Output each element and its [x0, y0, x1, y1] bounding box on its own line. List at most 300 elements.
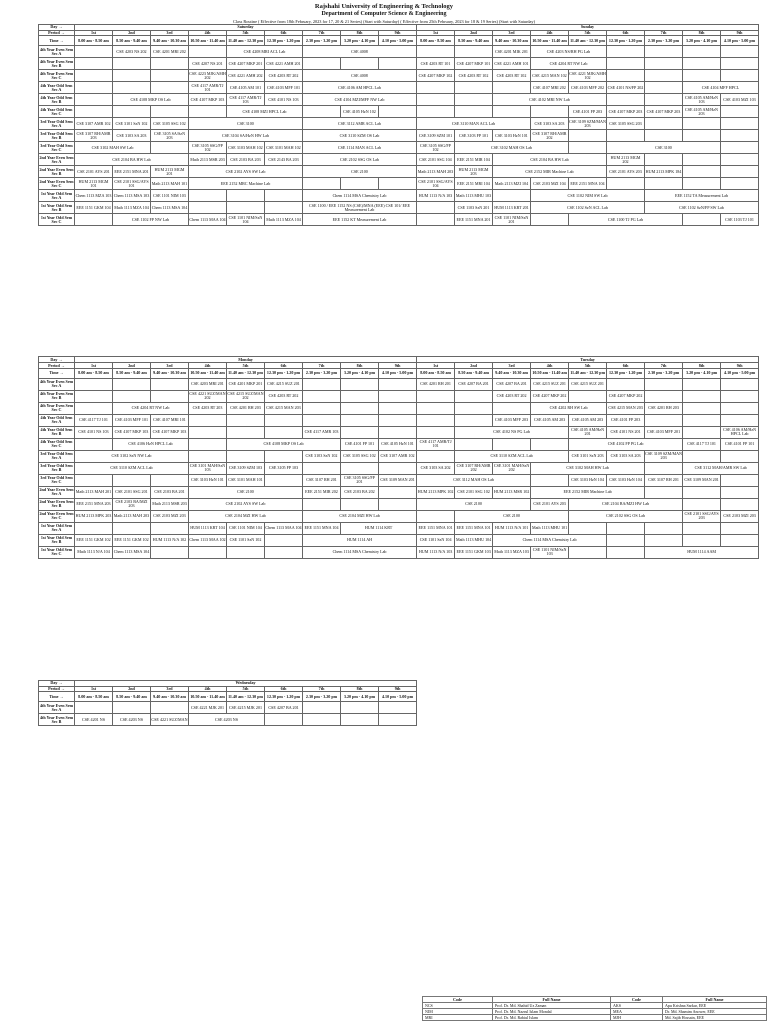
- class-slot: [151, 58, 189, 70]
- class-slot: [455, 46, 493, 58]
- class-slot: CSE 4103 MFF 203: [493, 414, 531, 426]
- class-slot: [493, 402, 531, 414]
- class-slot: CSE 1102 SzN ACL Lab: [531, 202, 645, 214]
- class-slot: Math 2113 MZI 104: [493, 178, 531, 190]
- class-slot: [683, 522, 721, 534]
- class-slot: [189, 106, 227, 118]
- class-slot: [607, 522, 645, 534]
- time-header: 12.30 pm - 1.20 pm: [265, 368, 303, 378]
- class-slot: CSE 1103 TJ 101: [721, 214, 759, 226]
- class-slot: CSE 4201 MIK 201: [493, 46, 531, 58]
- class-slot: [683, 498, 721, 510]
- section-row: [39, 714, 417, 726]
- class-slot: [645, 118, 683, 130]
- class-slot: CSE 3112 MAH/AMR SW Lab: [683, 462, 759, 474]
- time-header: 11.40 am - 12.30 pm: [227, 692, 265, 702]
- class-slot: CSE 1101 NIM/SzN 103: [531, 546, 569, 558]
- class-slot: CSE 3105 SSG 203: [607, 118, 645, 130]
- time-header: 4.10 pm - 5.00 pm: [379, 36, 417, 46]
- class-slot: [417, 426, 455, 438]
- class-slot: HUM 2113 MSR 102: [493, 486, 531, 498]
- class-slot: [303, 378, 341, 390]
- class-slot: [151, 82, 189, 94]
- class-slot: [645, 130, 683, 142]
- class-slot: Chem 1114 MSA Chemistry Lab: [303, 546, 417, 558]
- class-slot: [455, 414, 493, 426]
- class-slot: CSE 3101 MAH 102: [265, 142, 303, 154]
- class-slot: [75, 390, 113, 402]
- period-header: 9th: [379, 686, 417, 692]
- class-slot: [645, 534, 683, 546]
- period-row-label: Period →: [39, 686, 75, 692]
- class-slot: CSE 4101 FP 203: [569, 106, 607, 118]
- class-slot: EEE 1151 MNA 101: [417, 522, 455, 534]
- section-row: [39, 166, 759, 178]
- period-header: 1st: [75, 686, 113, 692]
- section-label: 4th Year Odd Sem Sec A: [39, 414, 75, 426]
- class-slot: [379, 714, 417, 726]
- time-header: 2.30 pm - 3.20 pm: [303, 692, 341, 702]
- time-header: 2.30 pm - 3.20 pm: [303, 368, 341, 378]
- period-header: 3rd: [151, 30, 189, 36]
- class-slot: CSE 4117 TJ 101: [683, 438, 721, 450]
- class-slot: Math 1113 MZA 104: [265, 214, 303, 226]
- class-slot: CSE 2100: [189, 486, 303, 498]
- class-slot: [607, 130, 645, 142]
- day-row-label: Day →: [39, 24, 75, 30]
- class-slot: [683, 414, 721, 426]
- class-slot: [227, 546, 265, 558]
- class-slot: CSE 3103 SA 203: [607, 450, 645, 462]
- class-slot: CSE 2102 AYS SW Lab: [189, 166, 303, 178]
- day-header: Wednesday: [75, 680, 417, 686]
- class-slot: Math 1113 MHU 103: [455, 190, 493, 202]
- class-slot: Math 1113 MHU 101: [531, 522, 569, 534]
- section-label: 3rd Year Odd Sem Sec C: [40, 475, 73, 485]
- class-slot: CSE 3102 MAH OS Lab: [455, 142, 569, 154]
- class-slot: [683, 214, 721, 226]
- class-slot: CSE 4106 HzN HPCL Lab: [113, 438, 189, 450]
- class-slot: Chem 1113 MAA 102: [189, 534, 227, 546]
- class-slot: CSE 4108 MZI HPCL Lab: [227, 106, 303, 118]
- class-slot: [303, 462, 341, 474]
- class-slot: CSE 2101 AYS 203: [607, 166, 645, 178]
- class-slot: CSE 2103 MZI 203: [151, 510, 189, 522]
- class-slot: [75, 702, 113, 714]
- section-label: 2nd Year Even Sem Sec A: [39, 487, 74, 497]
- class-slot: [227, 202, 265, 214]
- class-slot: CSE 3109 MAN 201: [683, 474, 721, 486]
- period-header: 8th: [341, 363, 379, 369]
- period-header: 8th: [683, 30, 721, 36]
- class-slot: Math 1113 N/A 104: [75, 546, 113, 558]
- class-slot: [75, 106, 113, 118]
- class-slot: CSE 4204 RT NW Lab: [113, 402, 189, 414]
- class-slot: CSE 4215 MAN 102: [531, 70, 569, 82]
- class-slot: [721, 166, 759, 178]
- class-slot: CSE 3101 SzN 102: [113, 118, 151, 130]
- class-slot: CSE 4203 RT 202: [265, 390, 303, 402]
- class-slot: CSE 4215 SUZ/MAN 202: [227, 391, 264, 401]
- section-row: [39, 474, 759, 486]
- class-slot: [645, 522, 683, 534]
- class-slot: [151, 546, 189, 558]
- class-slot: [265, 414, 303, 426]
- class-slot: CSE 4101 NS 103: [75, 426, 113, 438]
- class-slot: [265, 714, 303, 726]
- class-slot: CSE 4101 NS 201: [607, 426, 645, 438]
- class-slot: [303, 702, 341, 714]
- class-slot: CSE 3110 SZM ACL Lab: [75, 462, 189, 474]
- class-slot: CSE 4207 BA 201: [265, 702, 303, 714]
- class-slot: [607, 70, 645, 82]
- class-slot: CSE 4203 NS: [113, 714, 151, 726]
- class-slot: CSE 1100 / EEE 1152 NS (CSE)/MNA (EEE) CSE 101/ EEE Measurement Lab: [303, 202, 417, 214]
- class-slot: [379, 426, 417, 438]
- class-slot: [455, 106, 493, 118]
- university-name: Rajshahi University of Engineering & Technology: [314, 3, 454, 10]
- class-slot: [417, 106, 455, 118]
- class-slot: CSE 4201 NS: [75, 714, 113, 726]
- time-header: 10.50 am - 11.40 am: [531, 368, 569, 378]
- period-header: 2nd: [455, 30, 493, 36]
- section-row: [39, 546, 759, 558]
- class-slot: [645, 70, 683, 82]
- class-slot: CSE 3102 MAH HW Lab: [531, 462, 645, 474]
- class-slot: CSE 3110 MAN ACL Lab: [417, 118, 531, 130]
- class-slot: EEE 1151 GKM 102: [113, 534, 151, 546]
- class-slot: [227, 426, 265, 438]
- class-slot: [151, 142, 189, 154]
- period-header: 5th: [227, 30, 265, 36]
- class-slot: CSE 4207 BA 201: [493, 378, 531, 390]
- class-slot: CSE 4221 AMH 201: [265, 58, 303, 70]
- time-header: 8.50 am - 9.40 am: [455, 36, 493, 46]
- class-slot: CSE 3105 SSG/FP 102: [417, 142, 455, 154]
- class-slot: [189, 202, 227, 214]
- class-slot: CSE 4223 MJK/AMH 202: [189, 70, 226, 80]
- class-slot: CSE 3105 SSG 102: [151, 118, 189, 130]
- class-slot: [645, 486, 683, 498]
- class-slot: CSE 4215 SUZ 201: [265, 378, 303, 390]
- class-slot: CSE 3109 SZM 103: [227, 462, 265, 474]
- class-slot: CSE 4221 MJK 201: [189, 702, 227, 714]
- class-slot: [531, 474, 569, 486]
- day-row-label: Day →: [39, 680, 75, 686]
- class-slot: [113, 82, 151, 94]
- class-slot: CSE 4103 MFF 202: [569, 82, 607, 94]
- class-slot: [113, 702, 151, 714]
- class-slot: CSE 4215 MAN 203: [607, 402, 645, 414]
- class-slot: HUM 2113 MGM 203: [455, 166, 493, 178]
- class-slot: CSE 3101 MAH 101: [227, 474, 265, 486]
- class-slot: EEE 2151 MIR 202: [303, 486, 341, 498]
- class-slot: CSE 4101 NS/FP 202: [607, 82, 645, 94]
- section-label: 4th Year Even Sem Sec B: [39, 391, 74, 401]
- class-slot: CSE 2100: [455, 510, 569, 522]
- class-slot: CSE 4103 MFF 101: [265, 82, 303, 94]
- class-slot: Math 2113 MSR 203: [189, 154, 227, 166]
- class-slot: CSE 1103 SzN 201: [455, 202, 493, 214]
- class-slot: CSE 4203 RT 203: [189, 402, 227, 414]
- time-header: 2.30 pm - 3.20 pm: [645, 36, 683, 46]
- period-header: 7th: [303, 363, 341, 369]
- class-slot: CSE 4101 FP 101: [721, 438, 759, 450]
- class-slot: CSE 1102 FP NW Lab: [113, 214, 189, 226]
- section-label: 4th Year Even Sem Sec B: [39, 58, 74, 68]
- class-slot: CSE 3103 HzN 104: [607, 474, 645, 486]
- class-slot: [645, 178, 683, 190]
- class-slot: [455, 438, 493, 450]
- class-slot: CSE 4105 AM 203: [531, 414, 569, 426]
- class-slot: [607, 94, 645, 106]
- class-slot: [75, 214, 113, 226]
- class-slot: CSE 1101 NIM 104: [227, 522, 265, 534]
- class-slot: CSE 4203 NS: [189, 714, 265, 726]
- period-header: 4th: [189, 363, 227, 369]
- section-label: 2nd Year Even Sem Sec B: [39, 499, 74, 509]
- section-row: [39, 70, 759, 82]
- class-slot: CSE 3103 FP 101: [455, 130, 493, 142]
- class-slot: [607, 58, 645, 70]
- class-slot: [341, 390, 379, 402]
- section-row: [39, 462, 759, 474]
- class-slot: CSE 2100: [417, 498, 531, 510]
- class-slot: [265, 546, 303, 558]
- class-slot: [721, 450, 759, 462]
- class-slot: [721, 58, 759, 70]
- period-header: 5th: [227, 363, 265, 369]
- day-header: Saturday: [75, 24, 417, 30]
- class-slot: [721, 402, 759, 414]
- class-slot: CSE 4107 MRI 202: [531, 82, 569, 94]
- day-row-label: Day →: [39, 357, 75, 363]
- class-slot: [113, 522, 151, 534]
- class-slot: CSE 4102 NS PG Lab: [455, 426, 569, 438]
- class-slot: [113, 70, 151, 82]
- class-slot: CSE 4105 HzN 101: [379, 438, 417, 450]
- period-header: 1st: [75, 30, 113, 36]
- class-slot: CSE 4101 FP 101: [341, 438, 379, 450]
- section-label: 3rd Year Odd Sem Sec C: [40, 142, 73, 152]
- class-slot: EEE 1152 KT Measurement Lab: [303, 214, 417, 226]
- class-slot: CSE 3109 SZM/MAN 203: [645, 451, 683, 461]
- class-slot: CSE 4107 MKP 103: [113, 426, 151, 438]
- class-slot: [683, 70, 721, 82]
- class-slot: CSE 4107 MKP 203: [645, 106, 683, 118]
- time-header: 9.40 am - 10.30 am: [493, 36, 531, 46]
- class-slot: CSE 1100 TJ PG Lab: [569, 214, 683, 226]
- class-slot: CSE 2101 SSG 102: [455, 486, 493, 498]
- class-slot: HUM 1113 N/A 102: [151, 534, 189, 546]
- class-slot: CSE 4103 MZI 103: [721, 94, 759, 106]
- class-slot: [493, 190, 531, 202]
- period-header: 9th: [379, 363, 417, 369]
- class-slot: [721, 498, 759, 510]
- class-slot: CSE 2103 MZI 203: [721, 510, 759, 522]
- class-slot: [303, 178, 341, 190]
- class-slot: HUM 2113 MPK 203: [75, 510, 113, 522]
- class-slot: [455, 390, 493, 402]
- section-label: 1st Year Odd Sem Sec B: [39, 202, 75, 214]
- class-slot: [417, 450, 455, 462]
- period-header: 8th: [341, 30, 379, 36]
- class-slot: [721, 390, 759, 402]
- class-slot: [379, 486, 417, 498]
- class-slot: CSE 4207 MKP 101: [455, 58, 493, 70]
- class-slot: CSE 3103 SA 203: [531, 118, 569, 130]
- section-row: [39, 214, 759, 226]
- class-slot: Math 1113 MZA 103: [493, 546, 531, 558]
- class-slot: CSE 4207 NS 201: [189, 58, 227, 70]
- class-slot: [607, 46, 645, 58]
- class-slot: CSE 4215 SUZ 201: [531, 378, 569, 390]
- class-slot: CSE 3105 SSG/FP 201: [341, 474, 379, 486]
- class-slot: CSE 2103 MZI 104: [531, 178, 569, 190]
- class-slot: Math 1113 MHU 104: [455, 534, 493, 546]
- class-slot: [721, 378, 759, 390]
- period-header: 6th: [607, 363, 645, 369]
- class-slot: CSE 3107 RH 201: [645, 474, 683, 486]
- class-slot: [341, 702, 379, 714]
- class-slot: [113, 390, 151, 402]
- class-slot: [645, 82, 683, 94]
- legend-row: [423, 1015, 767, 1021]
- time-header: 4.10 pm - 5.00 pm: [379, 692, 417, 702]
- class-slot: [721, 178, 759, 190]
- class-slot: CSE 4207 MKP 102: [417, 70, 455, 82]
- class-slot: [75, 402, 113, 414]
- class-slot: CSE 4221 AMH 101: [493, 58, 531, 70]
- class-slot: CSE 4207 MKP 201: [227, 58, 265, 70]
- class-slot: CSE 3112 MAH OS Lab: [417, 474, 531, 486]
- class-slot: CSE 4221 SUZ/MAN: [151, 714, 189, 726]
- class-slot: HUM 1113 KRT 201: [493, 202, 531, 214]
- class-slot: CSE 3107 RH 201: [303, 474, 341, 486]
- class-slot: Chem 1114 MSA Chemistry Lab: [493, 534, 607, 546]
- class-slot: CSE 2104 BA/MZI HW Lab: [569, 498, 683, 510]
- class-slot: [303, 58, 341, 70]
- class-slot: CSE 4117 AMR 103: [303, 426, 341, 438]
- class-slot: [303, 402, 341, 414]
- class-slot: [417, 82, 455, 94]
- time-header: 10.50 am - 11.40 am: [531, 36, 569, 46]
- class-slot: EEE 2151 MNA 104: [569, 178, 607, 190]
- class-slot: HUM 1113 N/A 101: [493, 522, 531, 534]
- class-slot: [113, 58, 151, 70]
- section-row: [39, 130, 759, 142]
- class-slot: Chem 1113 MZA 103: [75, 190, 113, 202]
- class-slot: [721, 154, 759, 166]
- class-slot: [75, 378, 113, 390]
- time-row-label: Time →: [39, 368, 75, 378]
- class-slot: [721, 106, 759, 118]
- class-slot: CSE 2101 SSG/AYS 104: [418, 178, 453, 188]
- period-header: 7th: [303, 30, 341, 36]
- class-slot: EEE 1152 TA Measurement Lab: [645, 190, 759, 202]
- class-slot: [683, 534, 721, 546]
- class-slot: [341, 414, 379, 426]
- class-slot: [683, 58, 721, 70]
- class-slot: CSE 4108 MKP OS Lab: [113, 94, 189, 106]
- legend-cell: MEA: [611, 1009, 663, 1015]
- period-header: 1st: [417, 363, 455, 369]
- class-slot: [683, 426, 721, 438]
- period-header: 6th: [607, 30, 645, 36]
- section-label: 4th Year Even Sem Sec C: [39, 403, 74, 413]
- class-slot: [341, 714, 379, 726]
- class-slot: CSE 4203 RT 101: [417, 58, 455, 70]
- class-slot: CSE 2103 BA/MZI 203: [113, 498, 151, 510]
- class-slot: Chem 1113 MAA 104: [265, 522, 303, 534]
- department-name: Department of Computer Science & Engineering: [321, 11, 447, 18]
- class-slot: CSE 4008: [303, 70, 417, 82]
- time-header: 3.20 pm - 4.10 pm: [341, 368, 379, 378]
- section-row: [39, 414, 759, 426]
- class-slot: CSE 2101 SSG/AYS 203: [684, 511, 719, 521]
- section-label: 1st Year Odd Sem Sec A: [39, 522, 75, 534]
- class-slot: CSE 3101 MAH/SzN 103: [189, 463, 226, 473]
- class-slot: HUM 1114 AH: [303, 534, 417, 546]
- class-slot: CSE 4107 MKP 103: [151, 426, 189, 438]
- period-header: 9th: [721, 363, 759, 369]
- class-slot: CSE 3102 SzN NW Lab: [75, 450, 189, 462]
- section-label: 1st Year Odd Sem Sec C: [39, 214, 75, 226]
- class-slot: CSE 4117 AMR/TJ 103: [227, 94, 265, 106]
- class-slot: CSE 3105 FP 103: [265, 462, 303, 474]
- period-header: 3rd: [493, 30, 531, 36]
- class-slot: CSE 4105 AM 101: [227, 82, 265, 94]
- period-header: 7th: [645, 30, 683, 36]
- class-slot: CSE 2101 AYS 201: [75, 166, 113, 178]
- section-label: 1st Year Odd Sem Sec B: [39, 534, 75, 546]
- class-slot: CSE 4008: [303, 46, 417, 58]
- class-slot: CSE 4203 MRI 201: [189, 378, 227, 390]
- class-slot: [683, 486, 721, 498]
- class-slot: EEE 1151 GKM 104: [75, 202, 113, 214]
- class-slot: [265, 474, 303, 486]
- class-slot: [189, 414, 227, 426]
- class-slot: [189, 190, 227, 202]
- class-slot: CSE 4101 FP 203: [607, 414, 645, 426]
- class-slot: HUM 2113 MGM 201: [151, 166, 189, 178]
- class-slot: [75, 82, 113, 94]
- class-slot: CSE 4106 AM HPCL Lab: [303, 82, 417, 94]
- legend-header: Code: [611, 997, 663, 1003]
- period-header: 2nd: [113, 363, 151, 369]
- period-header: 5th: [569, 363, 607, 369]
- time-header: 8.00 am - 8.50 am: [417, 36, 455, 46]
- class-slot: [189, 546, 227, 558]
- class-slot: [493, 438, 531, 450]
- class-slot: [379, 462, 417, 474]
- time-header: 4.10 pm - 5.00 pm: [379, 368, 417, 378]
- class-slot: CSE 3100: [607, 142, 721, 154]
- class-slot: [569, 390, 607, 402]
- class-slot: CSE 4215 SUZ 201: [569, 378, 607, 390]
- section-row: [39, 402, 759, 414]
- class-slot: [75, 70, 113, 82]
- class-slot: CSE 2103 BA 203: [227, 154, 265, 166]
- time-header: 11.40 am - 12.30 pm: [227, 36, 265, 46]
- section-label: 4th Year Odd Sem Sec C: [39, 438, 75, 450]
- class-slot: [379, 402, 417, 414]
- class-slot: Math 2113 MAH 203: [113, 510, 151, 522]
- class-slot: CSE 3105 SSG 102: [341, 450, 379, 462]
- class-slot: EEE 1151 GKM 103: [455, 546, 493, 558]
- time-header: 9.40 am - 10.30 am: [493, 368, 531, 378]
- section-row: [39, 510, 759, 522]
